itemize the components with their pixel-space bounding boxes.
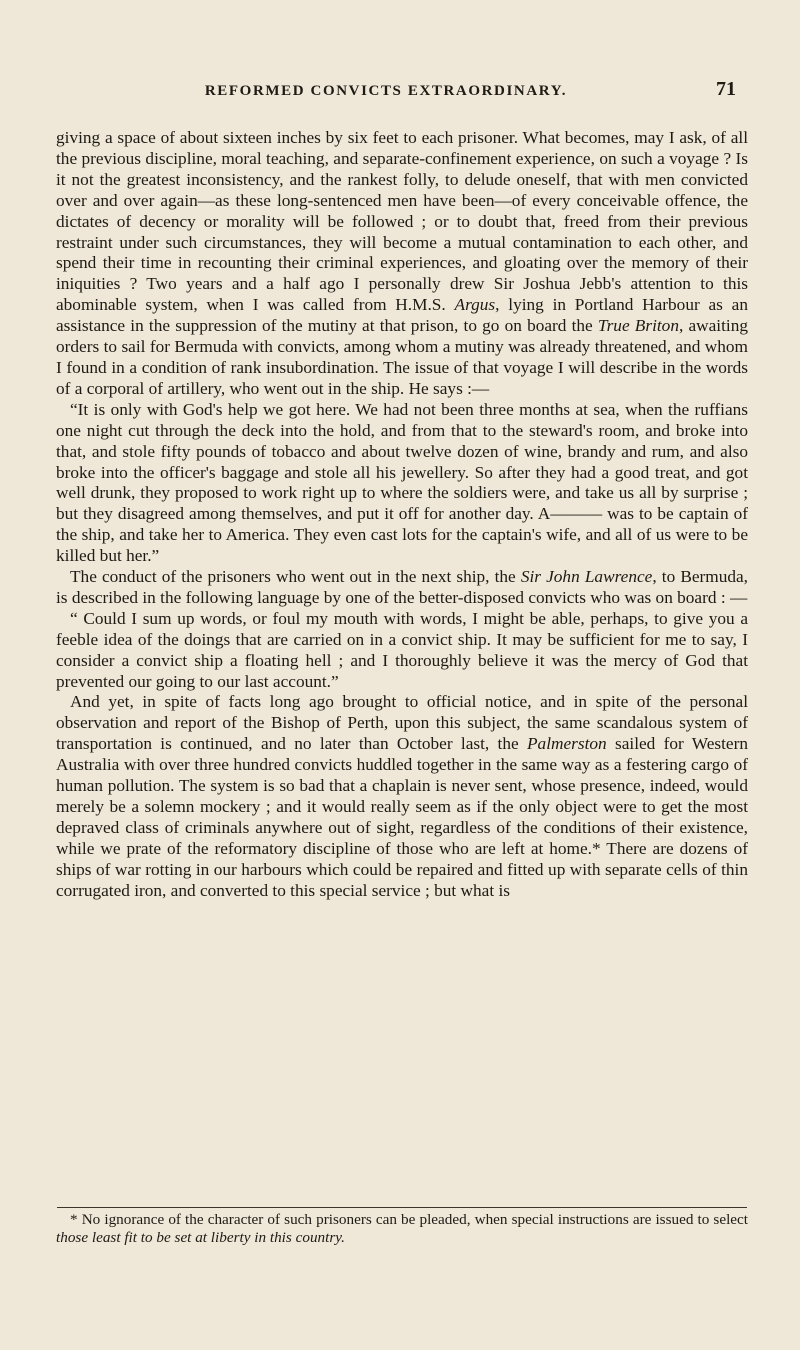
paragraph — [56, 692, 748, 901]
running-title: REFORMED CONVICTS EXTRAORDINARY. — [204, 83, 568, 99]
quotation: “ Could I sum up words, or foul my mouth with words, I might be able, perhaps, to give you a feeble idea of the doings that are carried on in a convict ship. It may be sufficient for me to say, I consider a convict ship a floating hell ; and I thoroughly believe it was the mercy of God that prevented our going to our last account.” — [56, 608, 748, 691]
footnote-divider — [57, 1207, 747, 1208]
ship-name: Sir John Lawrence — [520, 567, 653, 587]
paragraph — [56, 128, 748, 400]
text-run: giving a space of about sixteen inches by six feet to each prisoner. What becomes, may I ask, of all the previous discipline, moral teaching, and separate-confinement experience, on such a voyage ? Is it not the greatest inconsistency, and the rankest folly, to delude oneself, that with men convicted over and over again—as these long-sentenced men have been—of every conceivable offence, the dictates of decency or morality will be followed ; or to doubt that, freed from their previous restraint under such circumstances, they will become a mutual contamination to each other, and spend their time in recounting their criminal experiences, and gloating over the memory of their iniquities ? Two years and a half ago I personally drew Sir Joshua Jebb's attention to this abominable system, when I was called from H.M.S. — [56, 128, 748, 315]
text-run: , to Bermuda, is described in the following language by one of the better-disposed convicts who was on board : — — [56, 567, 748, 607]
footnote-text: * No ignorance of the character of such prisoners can be pleaded, when special instructions are issued to select — [70, 1211, 748, 1228]
ship-name: True Briton — [597, 316, 679, 336]
text-run: The conduct of the prisoners who went out in the next ship, the — [70, 567, 521, 587]
quotation: “It is only with God's help we got here. We had not been three months at sea, when the ruffians one night cut through the deck into the hold, and from that to the steward's room, and broke into that, and stole fifty pounds of tobacco and about twelve dozen of wine, brandy and rum, and also broke into the officer's baggage and stole all his jewellery. So after they had a good treat, and got well drunk, they proposed to work right up to where the soldiers were, and take us all by surprise ; but they disagreed among themselves, and put it off for another day. A——— was to be captain of the ship, and take her to America. They even cast lots for the captain's wife, and all of us were to be killed but her.” — [56, 399, 748, 566]
body-text — [56, 128, 748, 902]
paragraph — [56, 609, 748, 693]
text-run: And yet, in spite of facts long ago brought to official notice, and in spite of the personal observation and report of the Bishop of Perth, upon this subject, the same scandalous system of transportation is continued, and no later than October last, the — [56, 692, 748, 754]
footnote — [56, 1211, 748, 1247]
paragraph — [56, 400, 748, 567]
running-header — [56, 78, 746, 101]
ship-name: Palmerston — [527, 734, 607, 754]
paragraph — [56, 567, 748, 609]
text-run: sailed for Western Australia with over three hundred convicts huddled together in the same way as a festering cargo of human pollution. The system is so bad that a chaplain is never sent, whose presence, indeed, would merely be a solemn mockery ; and it would really seem as if the only object were to get the most depraved class of criminals anywhere out of sight, regardless of the conditions of their existence, while we prate of the reformatory discipline of those who are left at home.* There are dozens of ships of war rotting in our harbours which could be repaired and fitted up with separate cells of thin corrugated iron, and converted to this special service ; but what is — [56, 734, 748, 900]
text-run: , lying in Portland Harbour as an assistance in the suppression of the mutiny at that prison, to go on board the — [56, 295, 748, 336]
footnote-emphasis: those least fit to be set at liberty in this country. — [56, 1229, 345, 1246]
page-number: 71 — [716, 78, 736, 100]
ship-name: Argus — [454, 295, 496, 315]
text-run: , awaiting orders to sail for Bermuda with convicts, among whom a mutiny was already threatened, and whom I found in a condition of rank insubordination. The issue of that voyage I will describe in the words of a corporal of artillery, who went out in the ship. He says :— — [56, 316, 748, 398]
